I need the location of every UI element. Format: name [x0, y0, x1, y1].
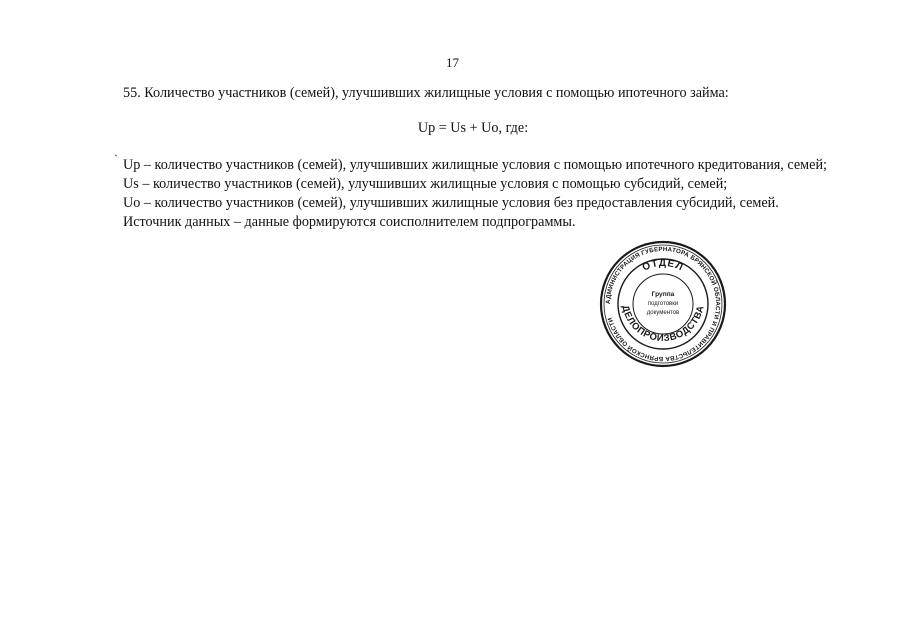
- office-stamp: [598, 240, 728, 368]
- stamp-center-line1: Группа: [651, 291, 675, 298]
- stamp-inner-bottom-text: ДЕЛОПРОИЗВОДСТВА: [619, 304, 707, 345]
- stamp-outer-text: АДМИНИСТРАЦИЯ ГУБЕРНАТОРА БРЯНСКОЙ ОБЛАСТИ И ПРАВИТЕЛЬСТВА БРЯНСКОЙ ОБЛАСТИ: [604, 245, 722, 363]
- stamp-seal: [598, 240, 728, 368]
- svg-text:ОТДЕЛ: [641, 258, 685, 274]
- definition-up: Up – количество участников (семей), улучшивших жилищные условия с помощью ипотечного кредитования, семей;: [123, 157, 827, 173]
- definition-us: Us – количество участников (семей), улучшивших жилищные условия с помощью субсидий, семей;: [123, 176, 728, 192]
- stamp-center-line3: документов: [646, 310, 680, 316]
- formula: Up = Us + Uo, где:: [417, 120, 529, 136]
- data-source: Источник данных – данные формируются соисполнителем подпрограммы.: [123, 214, 576, 230]
- definition-uo: Uo – количество участников (семей), улучшивших жилищные условия без предоставления субсидий, семей.: [123, 195, 779, 211]
- stamp-inner-top-text: ОТДЕЛ: [640, 258, 686, 274]
- paragraph-55: 55. Количество участников (семей), улучшивших жилищные условия с помощью ипотечного займа:: [123, 85, 729, 101]
- document-body: [86, 84, 860, 232]
- stamp-center-line2: подготовки: [647, 301, 679, 307]
- page-number: 17: [446, 55, 459, 70]
- stray-mark: `: [114, 152, 118, 166]
